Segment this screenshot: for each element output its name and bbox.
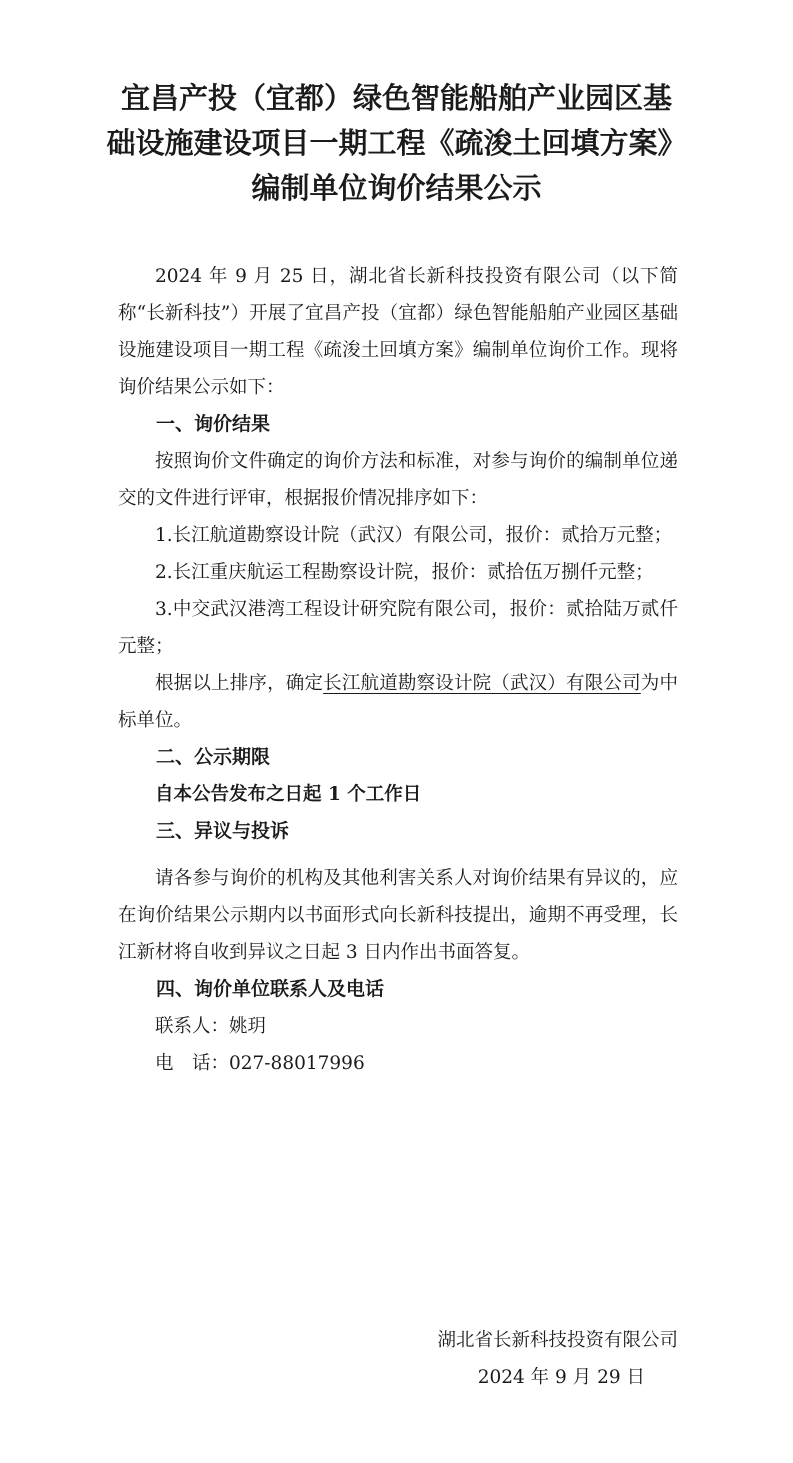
conclusion-suffix: 为中标单位。	[118, 673, 678, 731]
title-line-2: 础设施建设项目一期工程《疏浚土回填方案》	[106, 126, 687, 160]
section-1-paragraph: 按照询价文件确定的询价方法和标准，对参与询价的编制单位递交的文件进行评审，根据报价情况排序如下：	[118, 451, 678, 509]
title-line-3: 编制单位询价结果公示	[251, 171, 542, 205]
bid-item-1: 1.长江航道勘察设计院（武汉）有限公司，报价：贰拾万元整；	[155, 525, 673, 546]
bid-item-3: 3.中交武汉港湾工程设计研究院有限公司，报价：贰拾陆万贰仟元整；	[118, 599, 678, 657]
document-title	[100, 76, 693, 211]
signature-block	[437, 1322, 678, 1396]
document-body	[118, 258, 678, 1082]
section-3-paragraph: 请各参与询价的机构及其他利害关系人对询价结果有异议的，应在询价结果公示期内以书面形式向长新科技提出，逾期不再受理，长江新材将自收到异议之日起 3 日内作出书面答复。	[118, 868, 678, 963]
section-1-heading: 一、询价结果	[156, 413, 271, 435]
contact-person: 联系人：姚玥	[155, 1016, 267, 1037]
winning-company: 长江航道勘察设计院（武汉）有限公司	[323, 673, 641, 694]
bid-item-2: 2.长江重庆航运工程勘察设计院，报价：贰拾伍万捌仟元整；	[155, 562, 654, 583]
section-2-heading: 二、公示期限	[156, 746, 271, 768]
section-3-heading: 三、异议与投诉	[156, 820, 290, 842]
section-4-heading: 四、询价单位联系人及电话	[156, 978, 385, 1000]
signature-company: 湖北省长新科技投资有限公司	[437, 1330, 678, 1351]
title-line-1: 宜昌产投（宜都）绿色智能船舶产业园区基	[120, 81, 672, 115]
conclusion-prefix: 根据以上排序，确定	[155, 673, 324, 694]
publicity-period-text: 自本公告发布之日起 1 个工作日	[155, 784, 422, 805]
contact-phone: 电 话：027-88017996	[155, 1053, 365, 1074]
intro-paragraph: 2024 年 9 月 25 日，湖北省长新科技投资有限公司（以下简称“长新科技”）开展了宜昌产投（宜都）绿色智能船舶产业园区基础设施建设项目一期工程《疏浚土回填方案》编制单位询价工作。现将询价结果公示如下：	[118, 266, 678, 398]
signature-date: 2024 年 9 月 29 日	[477, 1367, 645, 1388]
conclusion-paragraph	[118, 665, 678, 739]
